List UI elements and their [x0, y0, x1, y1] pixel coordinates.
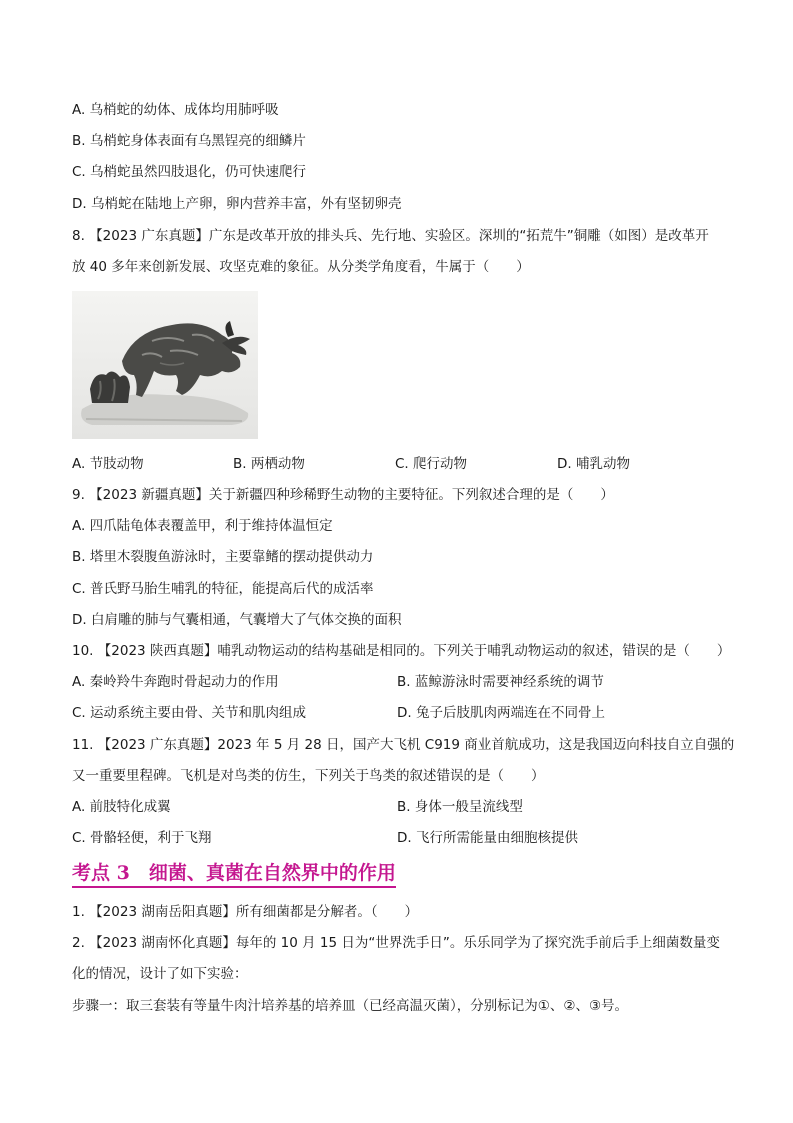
- q11-option-a: A. 前肢特化成翼: [72, 799, 171, 815]
- q7-option-b: B. 乌梢蛇身体表面有乌黑锃亮的细鳞片: [72, 133, 306, 149]
- q8-option-a: A. 节肢动物: [72, 456, 144, 472]
- q10-option-c: C. 运动系统主要由骨、关节和肌肉组成: [72, 705, 307, 721]
- q11-option-b: B. 身体一般呈流线型: [397, 799, 523, 815]
- q10-stem: 10. 【2023 陕西真题】哺乳动物运动的结构基础是相同的。下列关于哺乳动物运动的叙述，错误的是（ ）: [72, 643, 731, 659]
- q11-stem-line2: 又一重要里程碑。飞机是对鸟类的仿生，下列关于鸟类的叙述错误的是（ ）: [72, 768, 545, 784]
- s3-question-1: 1. 【2023 湖南岳阳真题】所有细菌都是分解者。（ ）: [72, 904, 419, 920]
- q11-option-d: D. 飞行所需能量由细胞核提供: [397, 830, 578, 846]
- q9-stem: 9. 【2023 新疆真题】关于新疆四种珍稀野生动物的主要特征。下列叙述合理的是（ ）: [72, 487, 614, 503]
- q11-stem-line1: 11. 【2023 广东真题】2023 年 5 月 28 日，国产大飞机 C919 商业首航成功，这是我国迈向科技自立自强的: [72, 737, 735, 753]
- q10-option-a: A. 秦岭羚牛奔跑时骨起动力的作用: [72, 674, 279, 690]
- bull-sculpture-image: [72, 291, 258, 439]
- q8-option-c: C. 爬行动物: [395, 456, 468, 472]
- q8-option-b: B. 两栖动物: [233, 456, 305, 472]
- q7-option-a: A. 乌梢蛇的幼体、成体均用肺呼吸: [72, 102, 279, 118]
- q9-option-c: C. 普氏野马胎生哺乳的特征，能提高后代的成活率: [72, 581, 374, 597]
- s3-question-2-line2: 化的情况，设计了如下实验：: [72, 966, 248, 982]
- q7-option-d: D. 乌梢蛇在陆地上产卵，卵内营养丰富，外有坚韧卵壳: [72, 196, 402, 212]
- q11-option-c: C. 骨骼轻便，利于飞翔: [72, 830, 212, 846]
- q9-option-a: A. 四爪陆龟体表覆盖甲，利于维持体温恒定: [72, 518, 333, 534]
- q10-option-b: B. 蓝鲸游泳时需要神经系统的调节: [397, 674, 604, 690]
- q7-option-c: C. 乌梢蛇虽然四肢退化，仍可快速爬行: [72, 164, 307, 180]
- q10-option-d: D. 兔子后肢肌肉两端连在不同骨上: [397, 705, 605, 721]
- s3-question-2-step1: 步骤一：取三套装有等量牛肉汁培养基的培养皿（已经高温灭菌），分别标记为①、②、③号。: [72, 998, 629, 1014]
- q8-stem-line1: 8. 【2023 广东真题】广东是改革开放的排头兵、先行地、实验区。深圳的“拓荒牛”铜雕（如图）是改革开: [72, 228, 709, 244]
- q8-option-d: D. 哺乳动物: [557, 456, 630, 472]
- q9-option-d: D. 白肩雕的肺与气囊相通，气囊增大了气体交换的面积: [72, 612, 402, 628]
- q9-option-b: B. 塔里木裂腹鱼游泳时，主要靠鳍的摆动提供动力: [72, 549, 374, 565]
- q8-stem-line2: 放 40 多年来创新发展、攻坚克难的象征。从分类学角度看，牛属于（ ）: [72, 259, 530, 275]
- section-3-heading: 考点 3 细菌、真菌在自然界中的作用: [72, 861, 396, 888]
- s3-question-2-line1: 2. 【2023 湖南怀化真题】每年的 10 月 15 日为“世界洗手日”。乐乐同学为了探究洗手前后手上细菌数量变: [72, 935, 720, 951]
